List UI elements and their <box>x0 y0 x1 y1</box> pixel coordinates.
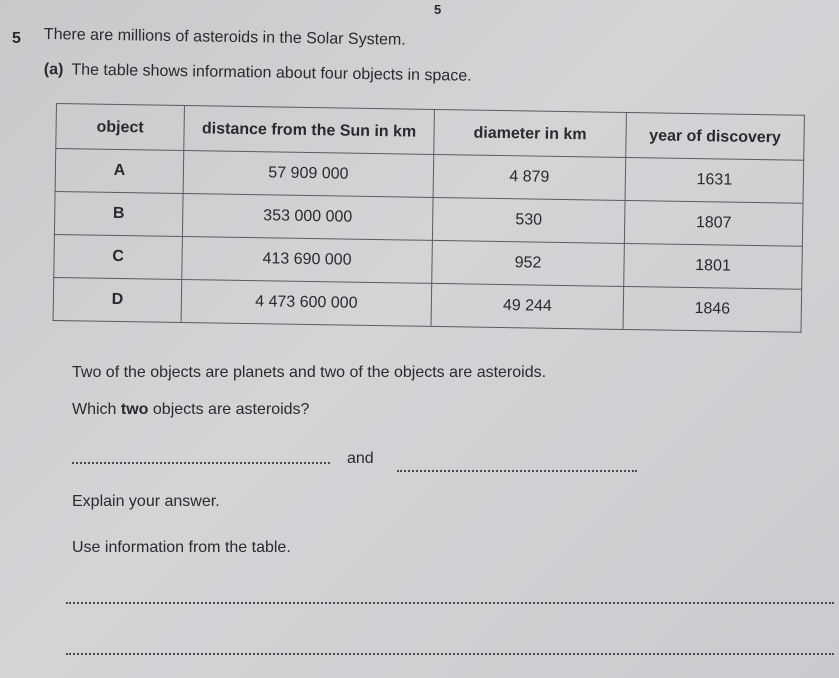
cell-distance: 413 690 000 <box>182 237 433 284</box>
use-info-text: Use information from the table. <box>72 539 291 556</box>
cell-diameter: 952 <box>432 240 625 286</box>
cell-year: 1801 <box>624 243 803 289</box>
which-suffix: objects are asteroids? <box>152 401 310 418</box>
page-number: 5 <box>434 2 442 17</box>
header-object: object <box>56 104 185 151</box>
cell-year: 1631 <box>625 157 804 203</box>
which-question <box>72 401 309 419</box>
cell-distance: 57 909 000 <box>183 151 434 198</box>
explain-text: Explain your answer. <box>72 493 220 510</box>
question-number: 5 <box>12 30 21 47</box>
cell-diameter: 4 879 <box>433 154 626 200</box>
statement-text: Two of the objects are planets and two of the objects are asteroids. <box>72 364 547 381</box>
explain-line-1[interactable] <box>66 602 834 604</box>
header-year: year of discovery <box>626 112 805 160</box>
cell-year: 1807 <box>624 200 803 246</box>
cell-distance: 353 000 000 <box>182 194 433 241</box>
and-word: and <box>347 450 374 467</box>
header-distance: distance from the Sun in km <box>184 106 435 155</box>
part-a-label: (a) <box>43 61 64 79</box>
answer-line-1[interactable] <box>72 462 330 464</box>
explain-line-2[interactable] <box>66 653 834 655</box>
which-prefix: Which <box>72 401 117 418</box>
cell-object: D <box>53 277 182 322</box>
cell-distance: 4 473 600 000 <box>181 279 432 326</box>
header-diameter: diameter in km <box>434 109 627 157</box>
answer-line-2[interactable] <box>397 470 637 472</box>
cell-year: 1846 <box>623 286 802 332</box>
cell-object: B <box>54 191 183 236</box>
cell-object: A <box>55 149 184 194</box>
cell-diameter: 530 <box>432 197 625 243</box>
cell-object: C <box>54 234 183 279</box>
cell-diameter: 49 244 <box>431 283 624 329</box>
question-intro: There are millions of asteroids in the Solar System. <box>43 26 406 49</box>
part-a-text: The table shows information about four objects in space. <box>71 61 472 85</box>
which-bold-word: two <box>120 401 149 418</box>
objects-table <box>53 103 805 333</box>
part-a-heading <box>44 61 472 86</box>
